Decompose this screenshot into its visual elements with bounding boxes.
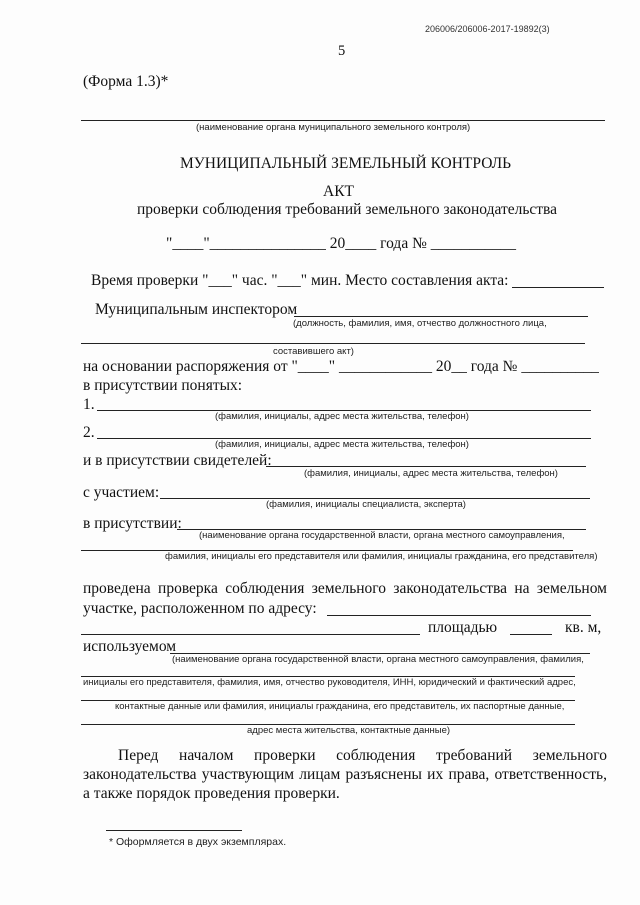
witness-2-number: 2.: [83, 424, 95, 441]
footnote: * Оформляется в двух экземплярах.: [109, 836, 287, 848]
area-field-line: [510, 634, 552, 635]
time-place-line: Время проверки "___" час. "___" мин. Место составления акта:: [91, 272, 509, 289]
eyewitnesses-field-line: [266, 466, 586, 467]
address-field-line-2: [81, 634, 420, 635]
date-number-line: "____"_______________ 20____ года № ___________: [166, 235, 516, 252]
order-line: на основании распоряжения от "____" ____________ 20__ года № __________: [83, 358, 599, 375]
presence-label: в присутствии:: [83, 515, 182, 532]
area-label: площадью: [428, 619, 498, 636]
witnesses-label: в присутствии понятых:: [83, 377, 243, 394]
closing-line-1: Перед началом проверки соблюдения требований земельного: [118, 747, 607, 764]
closing-line-3: а также порядок проведения проверки.: [83, 785, 340, 802]
address-field-line: [327, 615, 591, 616]
inspector-field-line-2: [81, 343, 585, 344]
participation-caption: (фамилия, инициалы специалиста, эксперта): [266, 499, 466, 510]
inspector-field-line: [294, 316, 588, 317]
inspector-label: Муниципальным инспектором: [95, 301, 298, 318]
organ-caption: (наименование органа муниципального земельного контроля): [196, 122, 471, 133]
place-field-line: [512, 287, 604, 288]
participation-label: с участием:: [83, 484, 160, 501]
eyewitnesses-label: и в присутствии свидетелей:: [83, 452, 272, 469]
eyewitnesses-caption: (фамилия, инициалы, адрес места жительства, телефон): [304, 468, 558, 479]
inspection-line-2: участке, расположенном по адресу:: [83, 600, 317, 617]
used-by-label: используемом: [83, 638, 177, 655]
act-subtitle: проверки соблюдения требований земельного законодательства: [137, 201, 558, 218]
used-by-caption-4: адрес места жительства, контактные данные): [247, 725, 451, 736]
inspection-line-1: проведена проверка соблюдения земельного законодательства на земельном: [83, 580, 607, 597]
used-by-caption-1: (наименование органа государственной власти, органа местного самоуправления, фамилия,: [172, 654, 584, 665]
witness-1-number: 1.: [83, 396, 95, 413]
used-by-caption-2: инициалы его представителя, фамилия, имя, отчество руководителя, ИНН, юридический и фактический адрес,: [83, 677, 576, 688]
used-by-caption-3: контактные данные или фамилия, инициалы гражданина, его представитель, их паспортные данные,: [115, 701, 565, 712]
witness-1-caption: (фамилия, инициалы, адрес места жительства, телефон): [215, 411, 469, 422]
footnote-separator: [106, 830, 242, 831]
page-number: 5: [338, 43, 346, 59]
act-title: АКТ: [323, 183, 354, 200]
inspector-caption-1: (должность, фамилия, имя, отчество должностного лица,: [293, 318, 547, 329]
closing-line-2: законодательства участвующим лицам разъяснены их права, ответственность,: [83, 766, 607, 783]
main-title: МУНИЦИПАЛЬНЫЙ ЗЕМЕЛЬНЫЙ КОНТРОЛЬ: [180, 155, 512, 172]
inspector-caption-2: составившего акт): [273, 346, 354, 357]
form-label: (Форма 1.3)*: [83, 73, 169, 90]
organ-name-line: [81, 120, 605, 121]
presence-caption-1: (наименование органа государственной власти, органа местного самоуправления,: [199, 530, 565, 541]
document-code: 206006/206006-2017-19892(3): [425, 24, 550, 34]
area-unit: кв. м,: [565, 619, 602, 636]
witness-2-caption: (фамилия, инициалы, адрес места жительства, телефон): [215, 439, 469, 450]
presence-caption-2: фамилия, инициалы его представителя или фамилия, инициалы гражданина, его представителя): [165, 551, 598, 562]
